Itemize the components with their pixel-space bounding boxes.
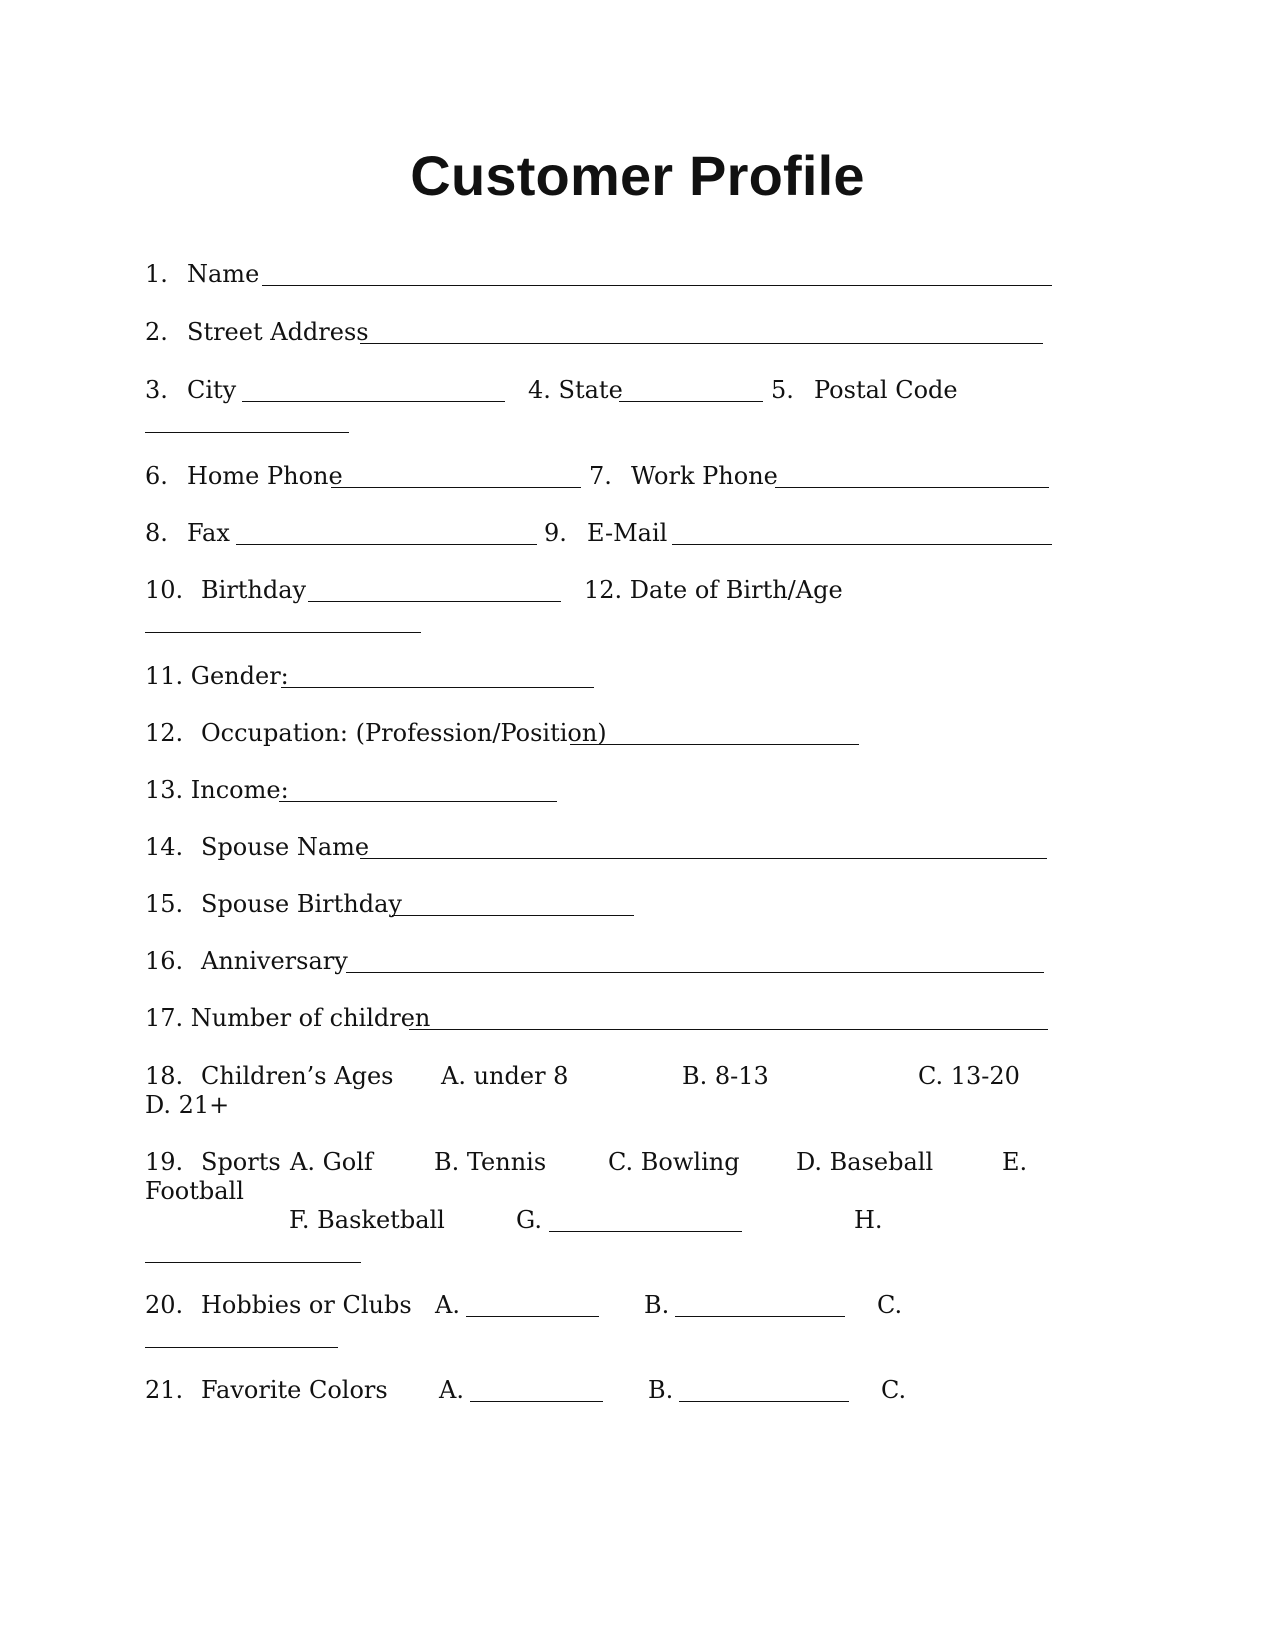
sports-option-e-text[interactable]: Football xyxy=(145,1177,244,1205)
field-birthday-line[interactable] xyxy=(308,601,561,602)
children-ages-option-c[interactable]: C. 13-20 xyxy=(918,1062,1020,1090)
sports-option-a[interactable]: A. Golf xyxy=(290,1148,373,1176)
field-sports-number: 19. xyxy=(145,1148,184,1176)
field-dob-age-label: 12. Date of Birth/Age xyxy=(584,576,843,604)
field-children-ages-number: 18. xyxy=(145,1062,184,1090)
children-ages-option-b[interactable]: B. 8-13 xyxy=(682,1062,769,1090)
children-ages-option-d[interactable]: D. 21+ xyxy=(145,1091,230,1119)
field-fax-number: 8. xyxy=(145,519,168,547)
field-city-label: City xyxy=(187,376,237,404)
hobbies-option-b: B. xyxy=(644,1291,670,1319)
sports-option-h-line[interactable] xyxy=(145,1262,361,1263)
field-spouse-name-number: 14. xyxy=(145,833,184,861)
field-name-number: 1. xyxy=(145,260,168,288)
field-colors-number: 21. xyxy=(145,1376,184,1404)
field-email-number: 9. xyxy=(544,519,567,547)
sports-option-h: H. xyxy=(854,1206,883,1234)
field-spouse-birthday-number: 15. xyxy=(145,890,184,918)
hobbies-option-a-line[interactable] xyxy=(466,1316,599,1317)
field-birthday-number: 10. xyxy=(145,576,184,604)
sports-option-g-line[interactable] xyxy=(549,1231,742,1232)
field-spouse-name-label: Spouse Name xyxy=(201,833,370,861)
field-name-line[interactable] xyxy=(262,285,1052,286)
field-spouse-name-line[interactable] xyxy=(360,858,1047,859)
field-gender-label: 11. Gender: xyxy=(145,662,289,690)
field-children-count-label: 17. Number of children xyxy=(145,1004,431,1032)
field-fax-label: Fax xyxy=(187,519,230,547)
field-gender-line[interactable] xyxy=(281,687,594,688)
field-postal-label: Postal Code xyxy=(814,376,958,404)
hobbies-option-a: A. xyxy=(435,1291,460,1319)
colors-option-a: A. xyxy=(439,1376,464,1404)
field-spouse-birthday-line[interactable] xyxy=(392,915,634,916)
hobbies-option-b-line[interactable] xyxy=(675,1316,845,1317)
hobbies-option-c-line[interactable] xyxy=(145,1347,338,1348)
field-birthday-label: Birthday xyxy=(201,576,307,604)
sports-option-d[interactable]: D. Baseball xyxy=(796,1148,934,1176)
field-work-phone-line[interactable] xyxy=(775,487,1049,488)
children-ages-option-a[interactable]: A. under 8 xyxy=(441,1062,569,1090)
field-children-count-line[interactable] xyxy=(409,1029,1048,1030)
field-postal-number: 5. xyxy=(771,376,794,404)
field-occupation-label: Occupation: (Profession/Position) xyxy=(201,719,607,747)
field-state-line[interactable] xyxy=(619,401,763,402)
field-dob-age-line[interactable] xyxy=(145,632,421,633)
field-sports-label: Sports xyxy=(201,1148,281,1176)
field-work-phone-number: 7. xyxy=(589,462,612,490)
sports-option-c[interactable]: C. Bowling xyxy=(608,1148,740,1176)
field-hobbies-label: Hobbies or Clubs xyxy=(201,1291,412,1319)
colors-option-c: C. xyxy=(881,1376,907,1404)
field-fax-line[interactable] xyxy=(236,544,537,545)
field-income-line[interactable] xyxy=(279,801,557,802)
field-city-number: 3. xyxy=(145,376,168,404)
field-street-label: Street Address xyxy=(187,318,369,346)
colors-option-a-line[interactable] xyxy=(470,1401,603,1402)
colors-option-b-line[interactable] xyxy=(679,1401,849,1402)
sports-option-e[interactable]: E. xyxy=(1002,1148,1028,1176)
field-home-phone-line[interactable] xyxy=(331,487,581,488)
field-home-phone-number: 6. xyxy=(145,462,168,490)
field-colors-label: Favorite Colors xyxy=(201,1376,388,1404)
field-occupation-number: 12. xyxy=(145,719,184,747)
field-state-label: 4. State xyxy=(528,376,623,404)
field-home-phone-label: Home Phone xyxy=(187,462,343,490)
field-occupation-line[interactable] xyxy=(570,744,859,745)
field-email-line[interactable] xyxy=(672,544,1052,545)
sports-option-f[interactable]: F. Basketball xyxy=(289,1206,445,1234)
field-children-ages-label: Children’s Ages xyxy=(201,1062,394,1090)
field-name-label: Name xyxy=(187,260,260,288)
field-anniversary-number: 16. xyxy=(145,947,184,975)
field-hobbies-number: 20. xyxy=(145,1291,184,1319)
field-street-line[interactable] xyxy=(360,343,1043,344)
colors-option-b: B. xyxy=(648,1376,674,1404)
field-street-number: 2. xyxy=(145,318,168,346)
field-city-line[interactable] xyxy=(242,401,505,402)
field-income-label: 13. Income: xyxy=(145,776,289,804)
field-email-label: E-Mail xyxy=(587,519,668,547)
field-postal-line[interactable] xyxy=(145,432,349,433)
field-spouse-birthday-label: Spouse Birthday xyxy=(201,890,402,918)
field-anniversary-label: Anniversary xyxy=(201,947,348,975)
sports-option-b[interactable]: B. Tennis xyxy=(434,1148,547,1176)
form-title: Customer Profile xyxy=(410,144,865,207)
sports-option-g: G. xyxy=(516,1206,542,1234)
field-anniversary-line[interactable] xyxy=(346,972,1044,973)
hobbies-option-c: C. xyxy=(877,1291,903,1319)
field-work-phone-label: Work Phone xyxy=(631,462,778,490)
